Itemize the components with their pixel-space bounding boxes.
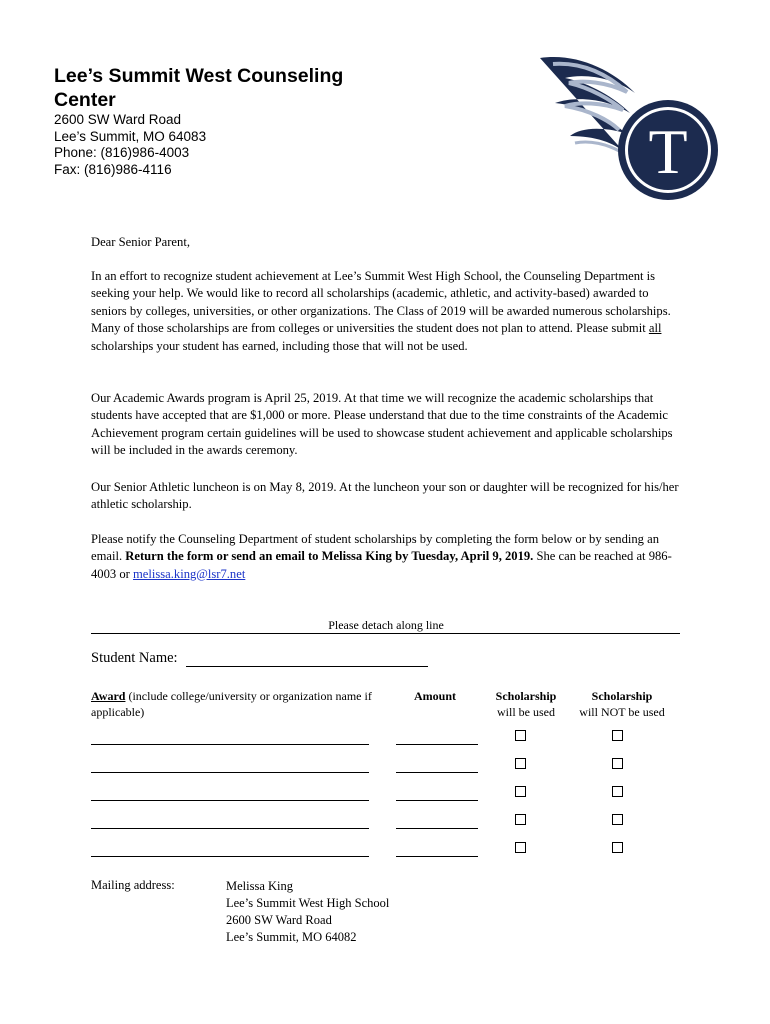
will-not-be-used-checkbox[interactable]: [612, 786, 623, 797]
detach-label: Please detach along line: [328, 618, 444, 632]
used-header-line2: will be used: [497, 705, 555, 719]
student-name-field[interactable]: [186, 651, 428, 667]
award-field[interactable]: [91, 856, 369, 857]
will-be-used-checkbox[interactable]: [515, 730, 526, 741]
notused-column-header: [572, 688, 672, 720]
will-not-be-used-checkbox[interactable]: [612, 730, 623, 741]
center-address: [54, 112, 206, 178]
logo-letter: T: [648, 116, 688, 187]
award-header-label: Award: [91, 689, 126, 703]
detach-line: [91, 633, 680, 634]
will-be-used-checkbox[interactable]: [515, 758, 526, 769]
paragraph-4-part-b: She can be reached at 986-4003 or: [91, 549, 672, 581]
will-be-used-checkbox[interactable]: [515, 842, 526, 853]
award-column-header: [91, 688, 391, 720]
student-name-label: Student Name:: [91, 650, 178, 666]
salutation-text: Dear Senior Parent,: [91, 235, 190, 249]
paragraph-3: [91, 479, 683, 514]
scholarship-row: [0, 786, 770, 806]
mailing-name: Melissa King: [226, 879, 294, 893]
center-title-line1: Lee’s Summit West Counseling: [54, 65, 344, 87]
phone-number: Phone: (816)986-4003: [54, 145, 190, 160]
student-name-row: [91, 650, 428, 667]
paragraph-1-part-b: scholarships your student has earned, including those that will not be used.: [91, 338, 468, 353]
amount-field[interactable]: [396, 856, 478, 857]
titans-flame-logo-icon: [535, 48, 735, 208]
paragraph-1-underlined: all: [648, 321, 662, 336]
scholarship-row: [0, 730, 770, 750]
amount-field[interactable]: [396, 828, 478, 829]
used-column-header: [486, 688, 566, 720]
award-field[interactable]: [91, 828, 369, 829]
mailing-city: Lee’s Summit, MO 64082: [226, 930, 357, 944]
notused-header-line1: Scholarship: [591, 689, 653, 703]
paragraph-4-part-a: Please notify the Counseling Department of student scholarships by completing the form below or by sending an email.: [91, 532, 660, 564]
will-be-used-checkbox[interactable]: [515, 814, 526, 825]
award-field[interactable]: [91, 744, 369, 745]
salutation: [91, 234, 683, 251]
center-title: [54, 64, 414, 112]
paragraph-1: [91, 268, 683, 355]
city-address: Lee’s Summit, MO 64083: [54, 128, 207, 144]
paragraph-2: [91, 390, 683, 460]
amount-column-header: Amount: [414, 689, 457, 703]
will-not-be-used-checkbox[interactable]: [612, 814, 623, 825]
paragraph-1-part-a: In an effort to recognize student achievement at Lee’s Summit West High School, the Counseling Department is seeking your help. We would like to record all scholarships (academic, athletic, and activity-based) awarded to seniors by colleges, universities, or other organizations. The Class of 2019 will be awarded numerous scholarships. Many of those scholarships are from colleges or universities the student does not plan to attend. Please submit: [91, 269, 671, 336]
notused-header-line2: will NOT be used: [579, 705, 665, 719]
award-field[interactable]: [91, 800, 369, 801]
will-be-used-checkbox[interactable]: [515, 786, 526, 797]
paragraph-4-deadline: Return the form or send an email to Melissa King by Tuesday, April 9, 2019.: [125, 549, 534, 564]
amount-field[interactable]: [396, 800, 478, 801]
mailing-street: 2600 SW Ward Road: [226, 913, 332, 927]
scholarship-row: [0, 842, 770, 862]
award-header-note: (include college/university or organization name if applicable): [91, 689, 372, 719]
street-address: 2600 SW Ward Road: [54, 112, 182, 127]
mailing-address: [226, 878, 389, 946]
email-link[interactable]: melissa.king@lsr7.net: [132, 566, 246, 581]
amount-field[interactable]: [396, 744, 478, 745]
paragraph-2-text: Our Academic Awards program is April 25, 2019. At that time we will recognize the academic scholarships that students have accepted that are $1,000 or more. Please understand that due to the time constraints of the Academic Achievement program certain guidelines will be used to showcase student achievement and applicable scholarships will be included in the awards ceremony.: [91, 391, 673, 458]
mailing-address-label: Mailing address:: [91, 878, 175, 892]
will-not-be-used-checkbox[interactable]: [612, 758, 623, 769]
scholarship-row: [0, 814, 770, 834]
paragraph-3-text: Our Senior Athletic luncheon is on May 8, 2019. At the luncheon your son or daughter will be recognized for his/her athletic scholarship.: [91, 480, 679, 512]
used-header-line1: Scholarship: [495, 689, 557, 703]
paragraph-4: [91, 531, 683, 583]
center-title-line2: Center: [54, 89, 116, 111]
mailing-school: Lee’s Summit West High School: [226, 896, 390, 910]
scholarship-row: [0, 758, 770, 778]
amount-field[interactable]: [396, 772, 478, 773]
award-field[interactable]: [91, 772, 369, 773]
fax-number: Fax: (816)986-4116: [54, 161, 172, 177]
will-not-be-used-checkbox[interactable]: [612, 842, 623, 853]
